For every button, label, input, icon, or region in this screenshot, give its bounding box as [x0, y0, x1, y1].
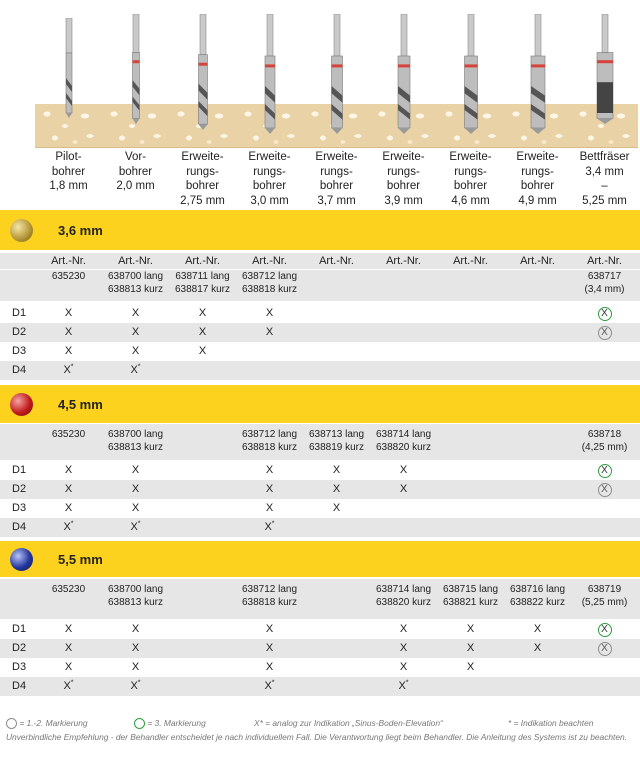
cell-value: X	[265, 661, 274, 673]
column-header: Art.-Nr.	[453, 255, 488, 267]
article-number	[102, 583, 169, 609]
tool-label-line: bohrer	[185, 180, 220, 192]
cell-value: X	[63, 521, 71, 533]
section-header	[0, 210, 640, 250]
tool-label-line: 1,8 mm	[49, 180, 88, 192]
table-cell	[102, 520, 169, 534]
table-cell	[370, 679, 437, 693]
tool-label-line: Pilot-	[55, 151, 82, 163]
table-cell	[35, 325, 102, 339]
drill-icon	[523, 14, 553, 138]
drill-icon	[255, 14, 285, 138]
table-cell	[35, 660, 102, 674]
tool-label-line: Vor-	[124, 151, 147, 163]
table-cell	[571, 463, 638, 478]
cell-value: X	[130, 364, 138, 376]
cell-value: X	[64, 483, 73, 495]
column-header: Art.-Nr.	[118, 255, 153, 267]
tool-label-line: Erweite-	[382, 151, 425, 163]
table-row	[0, 518, 640, 537]
table-cell	[370, 641, 437, 655]
table-cell	[236, 482, 303, 496]
cell-value: X	[466, 661, 475, 673]
table-cell	[102, 306, 169, 320]
table-cell	[370, 482, 437, 496]
article-line: 638820 kurz	[375, 442, 432, 453]
article-line: 638711 lang	[175, 271, 230, 282]
article-line: 638714 lang	[375, 584, 432, 595]
table-cell	[437, 622, 504, 636]
table-cell	[370, 622, 437, 636]
table-cell	[303, 482, 370, 496]
cell-value: X	[265, 326, 274, 338]
tool-label	[303, 150, 370, 208]
table-cell	[102, 463, 169, 477]
tool-label-line: 3,4 mm	[585, 165, 624, 178]
tool-label	[571, 150, 638, 208]
cell-value: X	[265, 623, 274, 635]
table-cell	[236, 306, 303, 320]
tool-label-line: 2,0 mm	[116, 180, 155, 192]
drill-icon	[188, 14, 218, 134]
cell-value: X	[399, 483, 408, 495]
cell-value: X	[131, 345, 140, 357]
tool-label-line: Erweite-	[516, 151, 559, 163]
footnote-marker: *	[405, 679, 409, 687]
cell-value: X	[64, 345, 73, 357]
article-line: 638717	[587, 271, 622, 282]
implant-ball-icon	[10, 548, 33, 571]
table-cell	[102, 482, 169, 496]
article-number	[236, 270, 303, 296]
tool-label-line: rungs-	[186, 165, 219, 178]
tool-label-line: bohrer	[51, 165, 86, 178]
tool-label	[504, 150, 571, 208]
article-line: 638813 kurz	[107, 284, 164, 295]
table-cell	[102, 679, 169, 693]
table-cell	[370, 463, 437, 477]
table-row	[0, 361, 640, 380]
tool-label-line: bohrer	[319, 180, 354, 192]
article-number	[35, 583, 102, 596]
article-line: 638700 lang	[107, 271, 164, 282]
table-cell	[236, 501, 303, 515]
cell-value: X	[130, 680, 138, 692]
column-header: Art.-Nr.	[587, 255, 622, 267]
table-cell	[35, 344, 102, 358]
green-circle-icon: X	[598, 307, 612, 321]
bone-density-label: D2	[12, 642, 27, 654]
bone-density-label: D3	[12, 661, 27, 673]
table-cell	[35, 363, 102, 377]
section-title: 5,5 mm	[58, 551, 103, 567]
cell-value: X	[64, 326, 73, 338]
cell-value: X	[131, 326, 140, 338]
legend-text-2: = 3. Markierung	[147, 718, 206, 728]
cell-value: X	[399, 642, 408, 654]
cell-value: X	[131, 502, 140, 514]
tool-label-line: rungs-	[454, 165, 487, 178]
table-cell	[35, 482, 102, 496]
article-line: 635230	[51, 271, 86, 282]
article-line: 638714 lang	[375, 429, 432, 440]
tool-label-line: Bettfräser	[579, 151, 630, 163]
bone-density-label: D4	[12, 364, 27, 376]
footnote-marker: *	[70, 363, 74, 371]
tool-label	[437, 150, 504, 208]
table-cell	[571, 306, 638, 321]
grey-circle-icon	[6, 718, 17, 729]
footnote-marker: *	[70, 520, 74, 528]
tool-label-line: 2,75 mm	[180, 194, 225, 207]
tool-label-line: bohrer	[118, 165, 153, 178]
drill-icon	[121, 14, 151, 128]
article-line: 638818 kurz	[241, 597, 298, 608]
table-row	[0, 342, 640, 361]
tool-label-line: bohrer	[386, 180, 421, 192]
footnote-marker: *	[137, 520, 141, 528]
cell-value: X	[399, 464, 408, 476]
article-line: 638712 lang	[241, 584, 298, 595]
cell-value: X	[64, 623, 73, 635]
bone-density-label: D2	[12, 483, 27, 495]
section-header	[0, 385, 640, 423]
legend-text-4: * = Indikation beachten	[508, 718, 594, 728]
table-cell	[102, 344, 169, 358]
bone-density-label: D4	[12, 680, 27, 692]
table-cell	[102, 660, 169, 674]
footnote-marker: *	[70, 679, 74, 687]
article-line: 638715 lang	[442, 584, 499, 595]
tool-label-line: bohrer	[520, 180, 555, 192]
article-line: 638713 lang	[308, 429, 365, 440]
cell-value: X	[533, 642, 542, 654]
column-header: Art.-Nr.	[520, 255, 555, 267]
green-circle-icon: X	[598, 623, 612, 637]
implant-ball-icon	[10, 219, 33, 242]
cell-value: X	[131, 661, 140, 673]
table-cell	[236, 325, 303, 339]
article-number	[437, 583, 504, 609]
tool-label-line: bohrer	[453, 180, 488, 192]
legend-note: Unverbindliche Empfehlung - der Behandler entscheidet je nach individuellem Fall. Die Verantwortung liegt beim Behandler. Die Anleitung des Systems ist zu beachten.	[6, 732, 628, 742]
cell-value: X	[130, 521, 138, 533]
tool-label-line: –	[601, 180, 608, 192]
cell-value: X	[264, 521, 272, 533]
table-cell	[571, 622, 638, 637]
table-cell	[169, 306, 236, 320]
article-number	[35, 270, 102, 283]
article-line: 638818 kurz	[241, 284, 298, 295]
table-cell	[35, 622, 102, 636]
table-row	[0, 461, 640, 480]
article-number	[102, 270, 169, 296]
article-line: 638712 lang	[241, 271, 298, 282]
cell-value: X	[131, 483, 140, 495]
legend-text-1: = 1.-2. Markierung	[19, 718, 88, 728]
table-cell	[102, 325, 169, 339]
table-cell	[169, 344, 236, 358]
cell-value: X	[131, 307, 140, 319]
table-cell	[303, 501, 370, 515]
cell-value: X	[131, 642, 140, 654]
column-header: Art.-Nr.	[252, 255, 287, 267]
section-header	[0, 541, 640, 577]
drill-illustrations	[0, 0, 640, 210]
bone-density-label: D3	[12, 502, 27, 514]
table-cell	[437, 641, 504, 655]
table-row	[0, 304, 640, 323]
table-cell	[35, 679, 102, 693]
section-title: 3,6 mm	[58, 222, 103, 238]
cell-value: X	[198, 307, 207, 319]
table-row	[0, 620, 640, 639]
article-line: 638819 kurz	[308, 442, 365, 453]
drill-icon	[456, 14, 486, 138]
tool-label	[169, 150, 236, 208]
article-line: 638813 kurz	[107, 442, 164, 453]
cell-value: X	[399, 661, 408, 673]
article-line: 638813 kurz	[107, 597, 164, 608]
column-header: Art.-Nr.	[386, 255, 421, 267]
article-line: 638719	[587, 584, 622, 595]
table-cell	[236, 463, 303, 477]
article-line: 638822 kurz	[509, 597, 566, 608]
table-cell	[35, 641, 102, 655]
article-number	[102, 428, 169, 454]
table-row	[0, 677, 640, 696]
tool-label-line: 4,9 mm	[518, 194, 557, 207]
cell-value: X	[466, 642, 475, 654]
article-number	[236, 428, 303, 454]
article-line: (3,4 mm)	[584, 284, 625, 295]
article-number	[35, 428, 102, 441]
table-row	[0, 639, 640, 658]
table-cell	[236, 641, 303, 655]
tool-label-line: 4,6 mm	[451, 194, 490, 207]
drill-icon	[389, 14, 419, 138]
tool-label-line: 5,25 mm	[582, 194, 627, 207]
bone-density-label: D3	[12, 345, 27, 357]
table-cell	[370, 660, 437, 674]
footnote-marker: *	[137, 679, 141, 687]
article-number	[504, 583, 571, 609]
article-number	[236, 583, 303, 609]
table-row	[0, 480, 640, 499]
bone-density-label: D1	[12, 464, 27, 476]
cell-value: X	[265, 642, 274, 654]
drill-icon	[322, 14, 352, 138]
tool-label-line: bohrer	[252, 180, 287, 192]
table-cell	[35, 501, 102, 515]
article-line: 638820 kurz	[375, 597, 432, 608]
article-line: (4,25 mm)	[581, 442, 628, 453]
article-line: 638718	[587, 429, 622, 440]
tool-label-line: 3,7 mm	[317, 194, 356, 207]
table-cell	[571, 325, 638, 340]
footnote-marker: *	[271, 679, 275, 687]
cell-value: X	[398, 680, 406, 692]
table-cell	[437, 660, 504, 674]
tool-label-line: 3,9 mm	[384, 194, 423, 207]
table-cell	[236, 622, 303, 636]
article-number	[169, 270, 236, 296]
article-line: 638712 lang	[241, 429, 298, 440]
table-cell	[35, 306, 102, 320]
table-row	[0, 658, 640, 677]
grey-circle-icon: X	[598, 642, 612, 656]
tool-label-line: rungs-	[387, 165, 420, 178]
drill-icon	[590, 14, 620, 128]
tool-label-line: Erweite-	[248, 151, 291, 163]
article-line: 635230	[51, 429, 86, 440]
cell-value: X	[265, 483, 274, 495]
tool-label	[102, 150, 169, 194]
table-cell	[236, 679, 303, 693]
cell-value: X	[64, 661, 73, 673]
grey-circle-icon: X	[598, 483, 612, 497]
tool-label-line: Erweite-	[181, 151, 224, 163]
tool-label-line: rungs-	[320, 165, 353, 178]
article-number	[571, 270, 638, 296]
bone-density-label: D1	[12, 307, 27, 319]
tool-label-line: Erweite-	[315, 151, 358, 163]
table-row	[0, 323, 640, 342]
article-line: 638700 lang	[107, 429, 164, 440]
article-line: (5,25 mm)	[581, 597, 628, 608]
article-line: 638817 kurz	[174, 284, 231, 295]
cell-value: X	[332, 464, 341, 476]
article-line: 635230	[51, 584, 86, 595]
drill-icon	[54, 18, 84, 122]
article-number	[370, 583, 437, 609]
cell-value: X	[265, 307, 274, 319]
green-circle-icon	[134, 718, 145, 729]
article-number	[571, 428, 638, 454]
cell-value: X	[131, 464, 140, 476]
table-cell	[102, 622, 169, 636]
tool-label	[35, 150, 102, 194]
cell-value: X	[533, 623, 542, 635]
legend-text-3: X* = analog zur Indikation „Sinus-Boden-Elevation“	[254, 718, 443, 728]
tool-label	[236, 150, 303, 208]
tool-label	[370, 150, 437, 208]
cell-value: X	[198, 345, 207, 357]
footnote-marker: *	[137, 363, 141, 371]
legend-item-marking-3	[134, 718, 206, 729]
cell-value: X	[63, 364, 71, 376]
cell-value: X	[64, 502, 73, 514]
cell-value: X	[63, 680, 71, 692]
bone-density-label: D2	[12, 326, 27, 338]
grey-circle-icon: X	[598, 326, 612, 340]
cell-value: X	[64, 307, 73, 319]
cell-value: X	[332, 502, 341, 514]
cell-value: X	[64, 642, 73, 654]
column-header: Art.-Nr.	[319, 255, 354, 267]
table-cell	[504, 622, 571, 636]
green-circle-icon: X	[598, 464, 612, 478]
column-header: Art.-Nr.	[185, 255, 220, 267]
tool-label-line: rungs-	[253, 165, 286, 178]
table-cell	[303, 463, 370, 477]
table-cell	[35, 463, 102, 477]
cell-value: X	[265, 464, 274, 476]
cell-value: X	[332, 483, 341, 495]
article-line: 638818 kurz	[241, 442, 298, 453]
article-number	[571, 583, 638, 609]
table-cell	[102, 501, 169, 515]
cell-value: X	[131, 623, 140, 635]
bone-density-label: D4	[12, 521, 27, 533]
table-cell	[169, 325, 236, 339]
article-line: 638700 lang	[107, 584, 164, 595]
cell-value: X	[265, 502, 274, 514]
article-number	[303, 428, 370, 454]
implant-ball-icon	[10, 393, 33, 416]
table-cell	[571, 482, 638, 497]
tool-label-line: 3,0 mm	[250, 194, 289, 207]
article-line: 638821 kurz	[442, 597, 499, 608]
section-title: 4,5 mm	[58, 396, 103, 412]
cell-value: X	[264, 680, 272, 692]
tool-label-line: Erweite-	[449, 151, 492, 163]
column-header: Art.-Nr.	[51, 255, 86, 267]
article-line: 638716 lang	[509, 584, 566, 595]
table-cell	[504, 641, 571, 655]
table-cell	[102, 641, 169, 655]
table-cell	[571, 641, 638, 656]
article-number	[370, 428, 437, 454]
table-row	[0, 499, 640, 518]
table-cell	[102, 363, 169, 377]
tool-label-line: rungs-	[521, 165, 554, 178]
cell-value: X	[466, 623, 475, 635]
legend-item-marking-1-2	[6, 718, 88, 729]
table-cell	[236, 520, 303, 534]
table-cell	[236, 660, 303, 674]
cell-value: X	[399, 623, 408, 635]
cell-value: X	[64, 464, 73, 476]
footnote-marker: *	[271, 520, 275, 528]
table-cell	[35, 520, 102, 534]
cell-value: X	[198, 326, 207, 338]
bone-density-label: D1	[12, 623, 27, 635]
